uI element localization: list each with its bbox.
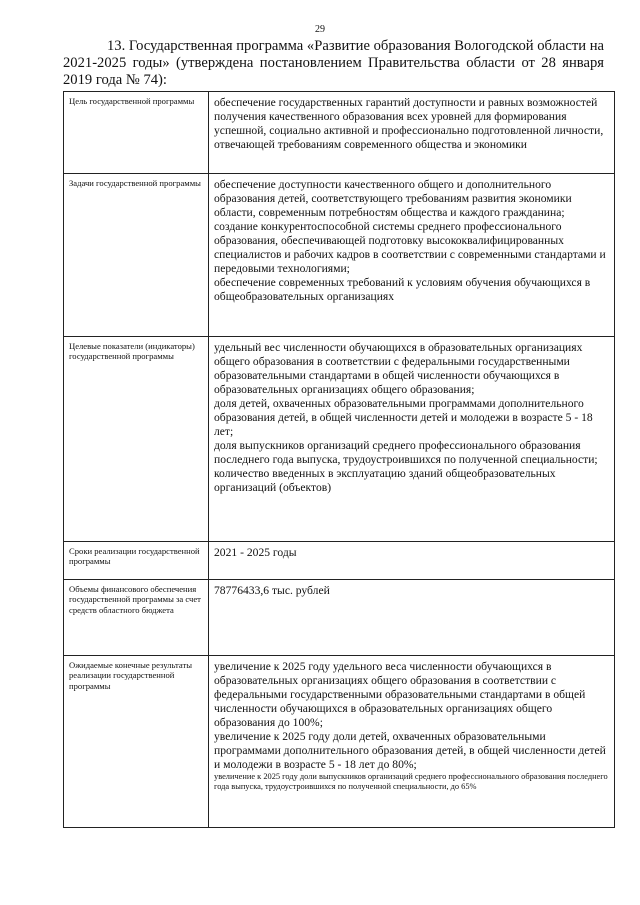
funding-value: 78776433,6 тыс. рублей (209, 580, 615, 656)
program-passport-table (63, 91, 615, 828)
indicator-item: количество введенных в эксплуатацию зданий общеобразовательных организаций (объектов) (214, 467, 556, 494)
indicators-content (209, 337, 615, 542)
indicator-item: удельный вес численности обучающихся в образовательных организациях общего образования в соответствии с федеральными государственными образовательными стандартами в общей численности обучающихся в образовательных организациях общего образования; (214, 341, 583, 396)
terms-label: Сроки реализации государственной программы (64, 542, 209, 580)
results-content (209, 656, 615, 828)
task-item: создание конкурентоспособной системы среднего профессионального образования, обеспечивающей подготовку высококвалифицированных специалистов и рабочих кадров в соответствии с современными стандартами и передовыми технологиями; (214, 220, 606, 275)
result-item: увеличение к 2025 году доли детей, охваченных образовательными программами дополнительного образования детей, в общей численности детей и молодежи в возрасте 5 - 18 лет до 80%; (214, 730, 606, 771)
task-item: обеспечение доступности качественного общего и дополнительного образования детей, соответствующего требованиям развития экономики области, современным потребностям общества и каждого гражданина; (214, 178, 572, 219)
table-row (64, 656, 615, 828)
indicator-item: доля выпускников организаций среднего профессионального образования последнего года выпуска, трудоустроившихся по полученной специальности; (214, 439, 598, 466)
goal-text: обеспечение государственных гарантий доступности и равных возможностей получения качественного образования всех уровней для формирования успешной, социально активной и профессионально подготовленной личности, отвечающей требованиям современного общества и экономики (214, 96, 604, 151)
table-row (64, 580, 615, 656)
indicator-item: доля детей, охваченных образовательными программами дополнительного образования детей, в общей численности детей и молодежи в возрасте 5 - 18 лет; (214, 397, 593, 438)
task-item: обеспечение современных требований к условиям обучения обучающихся в общеобразовательных организациях (214, 276, 591, 303)
goal-content (209, 92, 615, 174)
results-label: Ожидаемые конечные результаты реализации государственной программы (64, 656, 209, 828)
tasks-content (209, 174, 615, 337)
goal-label: Цель государственной программы (64, 92, 209, 174)
table-row (64, 174, 615, 337)
table-row (64, 337, 615, 542)
funding-label: Объемы финансового обеспечения государственной программы за счет средств областного бюджета (64, 580, 209, 656)
table-row (64, 542, 615, 580)
terms-value: 2021 - 2025 годы (209, 542, 615, 580)
page-number: 29 (315, 24, 325, 35)
result-item: увеличение к 2025 году удельного веса численности обучающихся в образовательных организациях общего образования в соответствии с федеральными государственными образовательными стандартами в общей численности обучающихся в образовательных организациях общего образования до 100%; (214, 660, 586, 729)
result-item-small: увеличение к 2025 году доли выпускников организаций среднего профессионального образования последнего года выпуска, трудоустроившихся по полученной специальности, до 65% (214, 772, 608, 792)
tasks-label: Задачи государственной программы (64, 174, 209, 337)
indicators-label: Целевые показатели (индикаторы) государственной программы (64, 337, 209, 542)
section-heading: 13. Государственная программа «Развитие образования Вологодской области на 2021-2025 годы» (утверждена постановлением Правительства области от 28 января 2019 года № 74): (63, 38, 604, 88)
table-row (64, 92, 615, 174)
